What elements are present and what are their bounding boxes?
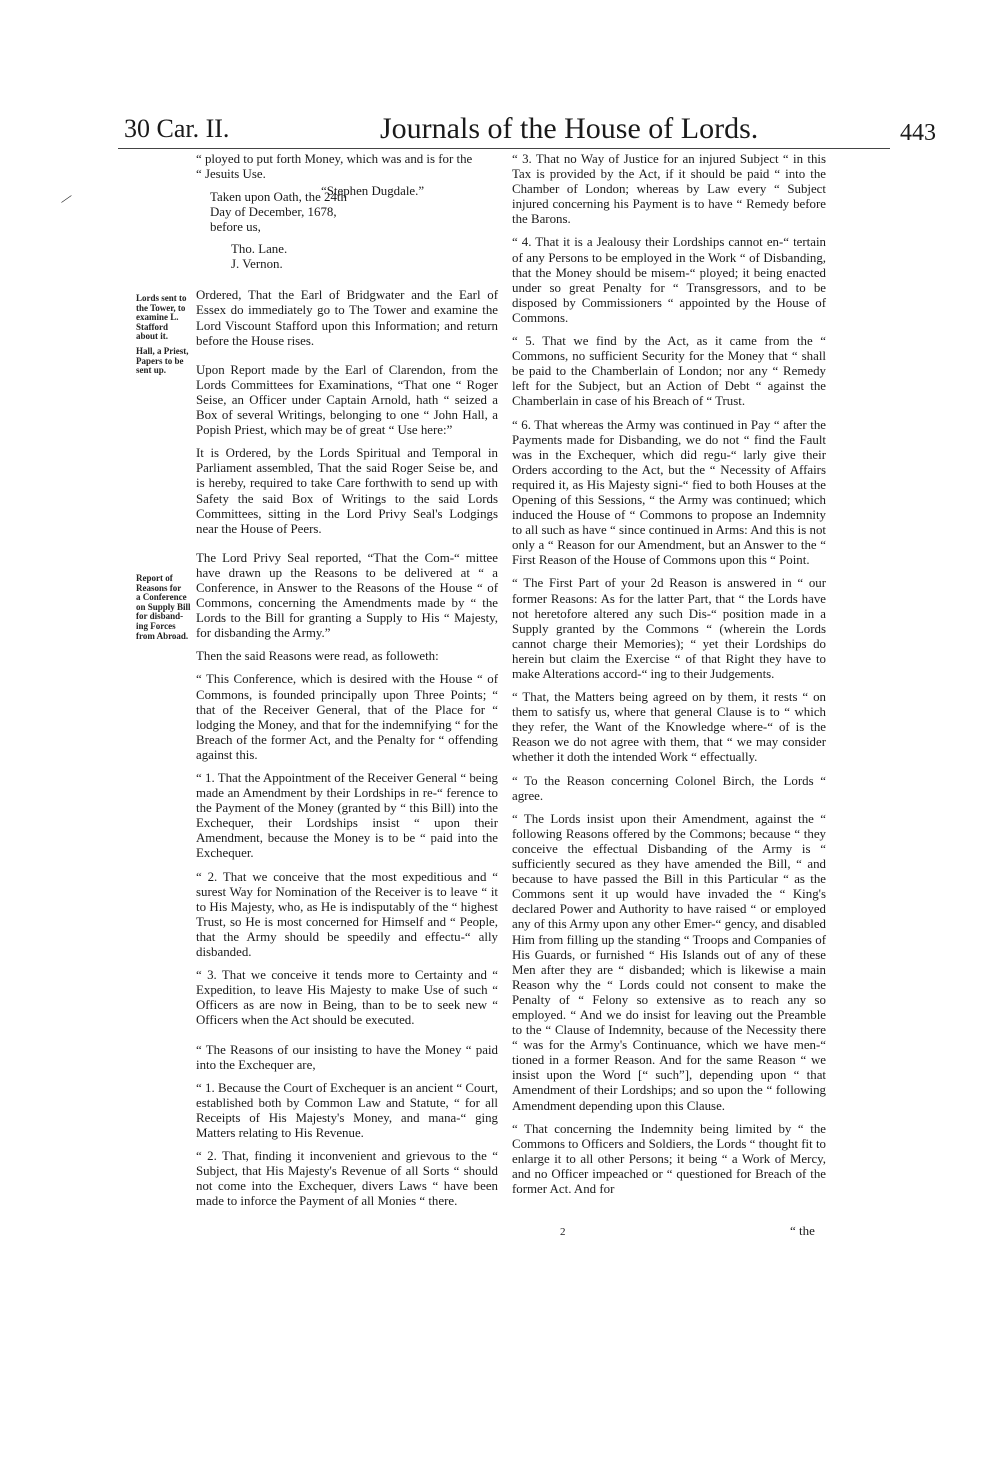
catchword: “ the	[790, 1223, 815, 1238]
header-rule	[118, 148, 890, 149]
deponent-name: “Stephen Dugdale.”	[321, 184, 425, 199]
margin-note-stafford: Lords sent to the Tower, to examine L. Stafford about it.	[136, 293, 187, 342]
paragraph-reason-2: “ 2. That we conceive that the most expeditious and “ surest Way for Nomination of the Receiver is to leave “ it to His Majesty, who, as He is indisputably of the “ highest Trust, so He is most concerned for Himself and “ People, that the Army should be speedily and effectu-“ ally disbanded.	[196, 869, 498, 960]
paragraph-exchequer-2: “ 2. That, finding it inconvenient and grievous to the “ Subject, that His Majesty's Revenue of all Sorts “ should not come into the Exchequer, divers Laws “ have been made to inforce the Payment of all Monies “ there.	[196, 1149, 498, 1209]
left-column	[196, 152, 498, 1217]
margin-note-hall: Hall, a Priest, Papers to be sent up.	[136, 346, 189, 376]
paragraph-lords-insist: “ The Lords insist upon their Amendment, against the “ following Reasons offered by the Commons; because “ they conceive the effectual Disbanding of the Army is “ sufficiently secured as they have amended the Bill, “ and because to have passed the Bill in this Particular “ as the Commons sent it up would have invaded the “ King's declared Power and Authority to have raised “ or employed any of this Army upon any other Emer-“ gency, and disabled Him from filling up the standing “ Troops and Companies of His Guards, or furnished “ His Islands out of any of these Men after they are “ disbanded; which is likewise a main Reason why the “ Lords could not consent to make the Penalty of “ Felony so extensive as to reach any so employed. “ And we do insist for leaving out the Preamble to the “ Clause of Indemnity, because of the Necessity there “ was for the Army's Continuance, which we have men-“ tioned in a former Reason. And for the same Reason “ we insist upon the Word [“ such”], depending upon “ that Amendment of their Lordships; and so upon the “ following Amendment depending upon this Clause.	[512, 811, 826, 1113]
justices-signatures: Tho. Lane. J. Vernon.	[231, 242, 288, 272]
paragraph-order-seise: It is Ordered, by the Lords Spiritual and Temporal in Parliament assembled, That the said Roger Seise be, and is hereby, required to take Care forthwith to send up with Safety the said Box of Writings to the said Lords Committees, sitting in the Lord Privy Seal's Lodgings near the House of Peers.	[196, 446, 498, 536]
paragraph-exchequer-4: “ 4. That it is a Jealousy their Lordships cannot en-“ tertain of any Persons to be employed in the Work “ of Disbanding, that the Money should be misem-“ ployed; it being enacted under so great Penalty for “ Transgressors, and to be disposed by Commissioners “ appointed by the House of Commons.	[512, 235, 826, 325]
paragraph-second-reason: “ The First Part of your 2d Reason is answered in “ our former Reasons: As for the latter Part, that “ the Lords have not heretofore altered any such Dis-“ position made in a Supply granted by the Commons “ (wherein the Lords cannot charge their Memories); “ yet their Lordships do herein but claim the Exercise “ of that Right they have to make Alterations accord-“ ing to their Judgements.	[512, 576, 826, 681]
signature-mark: 2	[560, 1226, 566, 1238]
right-column	[512, 152, 826, 1205]
paragraph-general-clause: “ That, the Matters being agreed on by them, it rests “ on them to satisfy us, where that general Clause is to “ which they refer, the Want of the Knowledge where-“ of is the Reason we do not agree with them, that “ we may consider whether it doth the intended Work “ effectually.	[512, 690, 826, 765]
paragraph-exchequer-5: “ 5. That we find by the Act, as it came from the “ Commons, no sufficient Security for the Money that “ shall be paid to the Chamberlain of London; nor any “ Remedy left for the Subject, but an Action of Debt “ against the Chamberlain in case of his Breach of “ Trust.	[512, 334, 826, 409]
journal-title: Journals of the House of Lords.	[380, 112, 759, 145]
paragraph-colonel-birch: “ To the Reason concerning Colonel Birch, the Lords “ agree.	[512, 773, 826, 803]
paragraph-reason-1: “ 1. That the Appointment of the Receiver General “ being made an Amendment by their Lordships in re-“ ference to the Payment of the Money (granted by “ this Bill) into the Exchequer, their Lordships insist “ upon their Amendment, because the Money is to be “ paid into the Exchequer.	[196, 771, 498, 861]
paragraph-reason-3: “ 3. That we conceive it tends more to Certainty and “ Expedition, to leave His Majesty to make Use of such “ Officers as are now in Being, than to be to seek new “ Officers when the Act should be executed.	[196, 968, 498, 1028]
paragraph-exchequer-intro: “ The Reasons of our insisting to have the Money “ paid into the Exchequer are,	[196, 1042, 498, 1072]
regnal-year: 30 Car. II.	[124, 114, 230, 143]
paragraph-order-stafford: Ordered, That the Earl of Bridgwater and the Earl of Essex do immediately go to The Tower and examine the Lord Viscount Stafford upon this Information; and return before the House rises.	[196, 288, 498, 348]
paragraph-reasons-read: Then the said Reasons were read, as followeth:	[196, 649, 439, 664]
page-number: 443	[900, 120, 936, 146]
paragraph-conference: “ This Conference, which is desired with the House “ of Commons, is founded principally upon Three Points; “ that of the Receiver General, that of the Place for “ lodging the Money, and that for the indemnifying “ for the Breach of the former Act, and the Penalty for “ offending against this.	[196, 672, 498, 762]
paragraph-privy-seal-report: The Lord Privy Seal reported, “That the Com-“ mittee have drawn up the Reasons to be delivered at “ a Conference, in Answer to the Reasons of the House “ of Commons, concerning the Amendments made by “ the Lords to the Bill for granting a Supply to His “ Majesty, for disbanding the Army.”	[196, 550, 498, 641]
oath-block	[196, 184, 498, 235]
opening-paragraph: “ ployed to put forth Money, which was and is for the “ Jesuits Use.	[196, 152, 473, 182]
paragraph-exchequer-6: “ 6. That whereas the Army was continued in Pay “ after the Payments made for Disbanding, we do not “ find the Fault was in the Exchequer, which did regu-“ larly give their Orders according to the Act, but the “ Necessity of Affairs required it, as His Majesty signi-“ fied to both Houses at the Opening of this Sessions, “ the Army was continued; which induced the House of “ Commons to propose an Indemnity to all such as have “ since continued in Arms: And this is not only a “ Reason for our Amendment, but an Answer to the “ First Reason of the House of Commons upon this “ Point.	[512, 417, 826, 568]
oath-date: Taken upon Oath, the 24th Day of December, 1678, before us,	[210, 190, 347, 235]
margin-note-report: Report of Reasons for a Conference on Supply Bill for disband- ing Forces from Abroad.	[136, 573, 191, 641]
paragraph-exchequer-3: “ 3. That no Way of Justice for an injured Subject “ in this Tax is provided by the Act, if it should be paid “ into the Chamber of London; whereas by Law every “ Subject injured concerning his Payment is to have “ Remedy before the Barons.	[512, 152, 826, 227]
stray-pen-mark: —	[56, 188, 75, 208]
paragraph-indemnity: “ That concerning the Indemnity being limited by “ the Commons to Officers and Soldiers, the Lords “ thought fit to enlarge it to all other Persons; it being “ a Work of Mercy, and no Officer impeached or “ questioned for Breach of the former Act. And for	[512, 1121, 826, 1196]
paragraph-clarendon-report: Upon Report made by the Earl of Clarendon, from the Lords Committees for Examinations, “That one “ Roger Seise, an Officer under Captain Arnold, hath “ seized a Box of several Writings, belonging to one “ John Hall, a Popish Priest, which may be of great “ Use here:”	[196, 362, 498, 438]
paragraph-exchequer-1: “ 1. Because the Court of Exchequer is an ancient “ Court, established both by Common Law and Statute, “ for all Receipts of His Majesty's Money, and mana-“ ging Matters relating to His Revenue.	[196, 1080, 498, 1140]
